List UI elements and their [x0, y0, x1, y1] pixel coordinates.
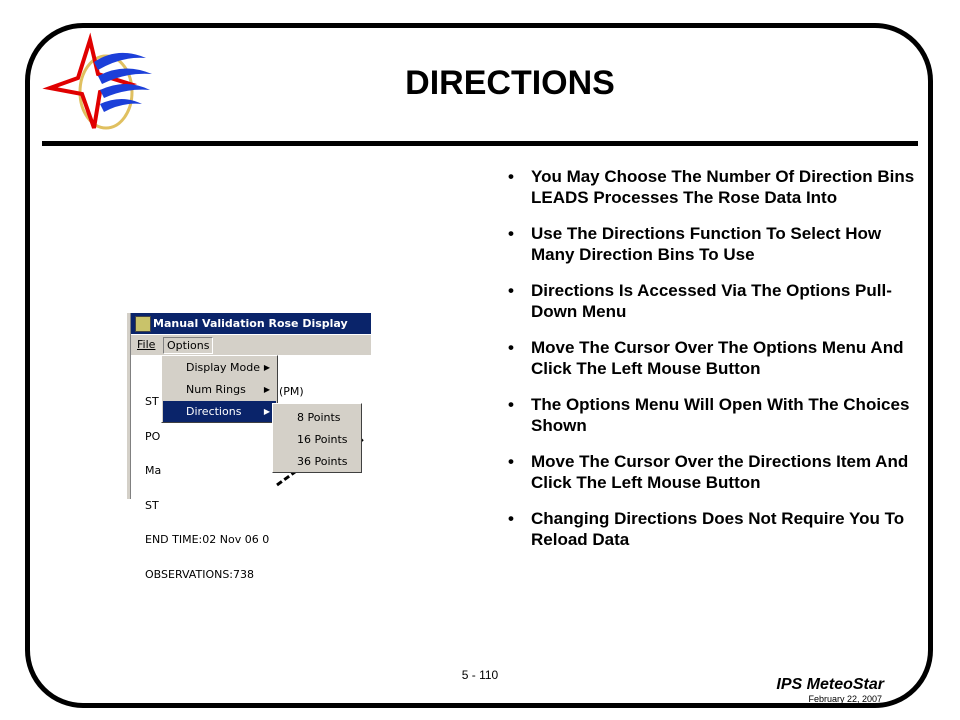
- bullet-dot: •: [508, 281, 514, 300]
- window-title: Manual Validation Rose Display: [153, 317, 348, 330]
- submenu-arrow-icon: ▶: [263, 385, 270, 394]
- menu-item-num-rings[interactable]: Num Rings ▶: [163, 379, 276, 400]
- bullet-dot: •: [508, 167, 514, 186]
- bullet-item: • Use The Directions Function To Select How Many Direction Bins To Use: [508, 224, 882, 264]
- submenu-arrow-icon: ▶: [263, 407, 270, 416]
- bullet-item: • Changing Directions Does Not Require You To Reload Data: [508, 509, 905, 549]
- bullet-dot: •: [508, 224, 514, 243]
- menu-item-display-mode[interactable]: Display Mode ▶: [163, 357, 276, 378]
- bullet-dot: •: [508, 509, 514, 528]
- submenu-item-8-points[interactable]: 8 Points: [297, 411, 341, 424]
- brand-name: IPS MeteoStar: [776, 676, 884, 693]
- rose-info-fragment: (PM): [279, 385, 304, 398]
- bullet-item: • The Options Menu Will Open With The Choices Shown: [508, 395, 910, 435]
- bullet-item: • Move The Cursor Over the Directions Item And Click The Left Mouse Button: [508, 452, 909, 492]
- slide-title: DIRECTIONS: [405, 64, 615, 102]
- bullet-dot: •: [508, 395, 514, 414]
- submenu-item-16-points[interactable]: 16 Points: [297, 433, 348, 446]
- bullet-dot: •: [508, 452, 514, 471]
- bullet-item: • Move The Cursor Over The Options Menu And Click The Left Mouse Button: [508, 338, 904, 378]
- menu-item-directions[interactable]: Directions ▶: [163, 401, 276, 422]
- menu-options[interactable]: Options: [163, 337, 213, 354]
- title-divider: [42, 141, 918, 146]
- rose-info-text: ST PO Ma ST END TIME:02 Nov 06 0 OBSERVATIONS:738: [145, 395, 270, 581]
- slide-date: February 22, 2007: [808, 694, 882, 704]
- bullet-dot: •: [508, 338, 514, 357]
- star-globe-logo-icon: [38, 32, 158, 142]
- menu-file[interactable]: File: [137, 338, 156, 351]
- bullet-item: • You May Choose The Number Of Direction Bins LEADS Processes The Rose Data Into: [508, 167, 915, 207]
- submenu-item-36-points[interactable]: 36 Points: [297, 455, 348, 468]
- directions-submenu: [272, 403, 362, 473]
- page-number: 5 - 110: [461, 668, 499, 682]
- bullet-item: • Directions Is Accessed Via The Options Pull-Down Menu: [508, 281, 892, 321]
- options-dropdown: [161, 355, 278, 423]
- bullet-list: [508, 166, 918, 565]
- app-screenshot: [127, 313, 367, 581]
- submenu-arrow-icon: ▶: [263, 363, 270, 372]
